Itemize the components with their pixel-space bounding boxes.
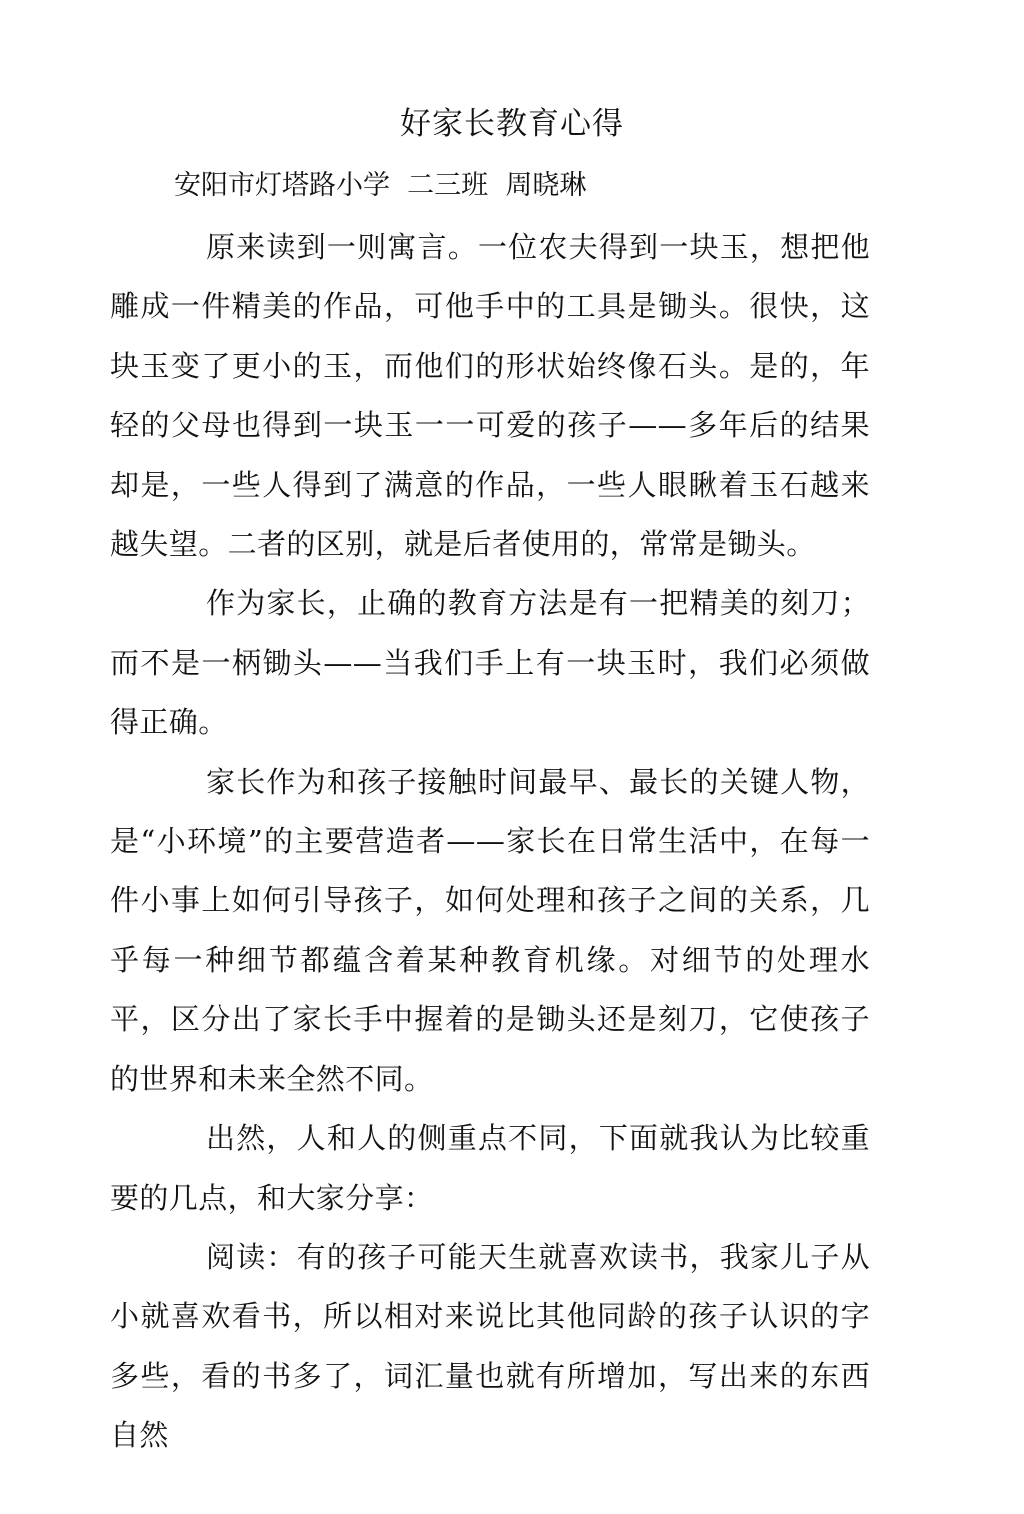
author-byline: 安阳市灯塔路小学 二三班 周晓琳 <box>174 170 587 201</box>
paragraph: 阅读：有的孩子可能天生就喜欢读书，我家儿子从小就喜欢看书，所以相对来说比其他同龄的孩子认识的字多些，看的书多了，词汇量也就有所增加，写出来的东西自然 <box>110 1239 870 1453</box>
paragraph: 家长作为和孩子接触时间最早、最长的关键人物，是“小环境”的主要营造者——家长在日常生活中，在每一件小事上如何引导孩子，如何处理和孩子之间的关系，几乎每一种细节都蕴含着某种教育机缘。对细节的处理水平，区分出了家长手中握着的是锄头还是刻刀，它使孩子的世界和未来全然不同。 <box>110 764 870 1096</box>
document-title: 好家长教育心得 <box>400 106 624 142</box>
paragraph: 原来读到一则寓言。一位农夫得到一块玉，想把他雕成一件精美的作品，可他手中的工具是锄头。很快，这块玉变了更小的玉，而他们的形状始终像石头。是的，年轻的父母也得到一块玉一一可爱的孩子——多年后的结果却是，一些人得到了满意的作品，一些人眼瞅着玉石越来越失望。二者的区别，就是后者使用的，常常是锄头。 <box>110 230 870 562</box>
paragraph: 出然，人和人的侧重点不同，下面就我认为比较重要的几点，和大家分享： <box>110 1121 870 1215</box>
paragraph: 作为家长，止确的教育方法是有一把精美的刻刀；而不是一柄锄头——当我们手上有一块玉时，我们必须做得正确。 <box>110 586 870 740</box>
document-body <box>110 218 870 1466</box>
